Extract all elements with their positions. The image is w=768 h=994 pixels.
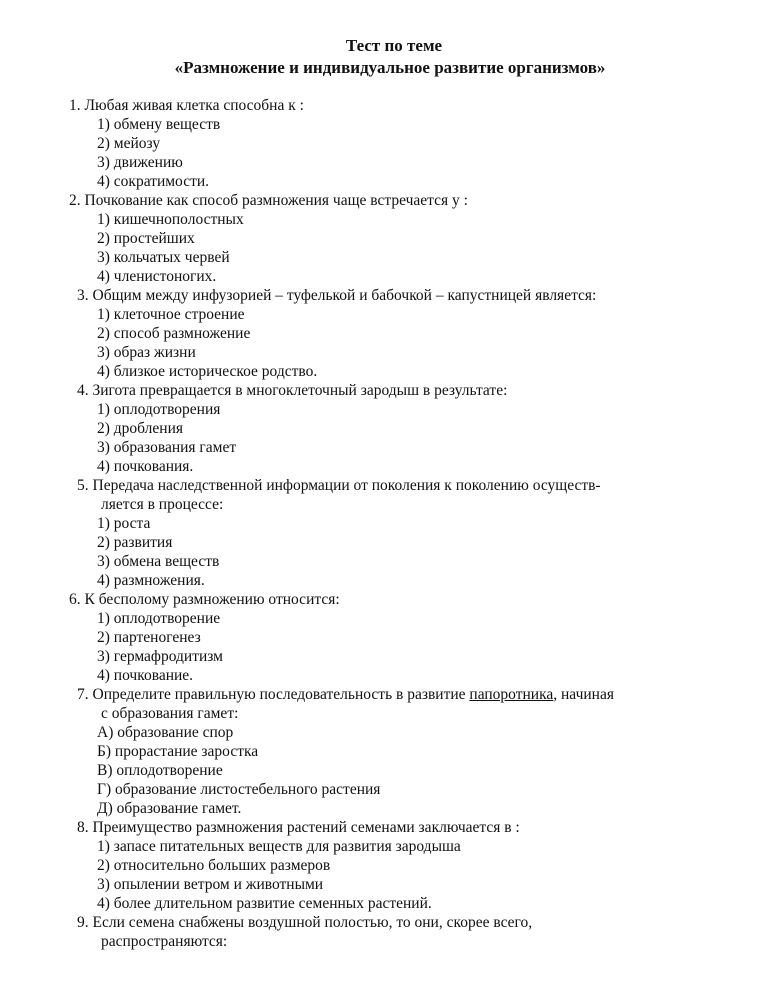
question-9-line-2: распространяются: <box>101 933 228 950</box>
question-7-underlined-word: папоротника <box>469 686 554 703</box>
question-7-option-d: Д) образование гамет. <box>97 800 242 817</box>
question-9-line-1: 9. Если семена снабжены воздушной полостью, то они, скорее всего, <box>77 914 533 931</box>
question-2: 2. Почкование как способ размножения чаще встречается у : <box>69 192 468 209</box>
document-title-line-1: Тест по теме <box>345 36 443 55</box>
question-1-option-4: 4) сократимости. <box>97 173 210 190</box>
question-7-option-v: В) оплодотворение <box>97 762 223 779</box>
question-5-option-2: 2) развития <box>97 534 173 551</box>
question-1-option-2: 2) мейозу <box>97 135 161 152</box>
question-8-option-1: 1) запасе питательных веществ для развития зародыша <box>97 838 461 855</box>
document-title-line-2: «Размножение и индивидуальное развитие организмов» <box>174 58 606 77</box>
question-6-option-3: 3) гермафродитизм <box>97 648 223 665</box>
question-8-option-4: 4) более длительном развитие семенных растений. <box>97 895 432 912</box>
question-4-option-1: 1) оплодотворения <box>97 401 221 418</box>
question-4: 4. Зигота превращается в многоклеточный зародыш в результате: <box>77 382 508 399</box>
question-2-option-2: 2) простейших <box>97 230 195 247</box>
question-7-line-1 <box>77 685 614 704</box>
question-6-option-4: 4) почкование. <box>97 667 194 684</box>
question-6-option-2: 2) партеногенез <box>97 629 201 646</box>
question-1-option-1: 1) обмену веществ <box>97 116 221 133</box>
question-3-option-4: 4) близкое историческое родство. <box>97 363 318 380</box>
question-5-line-2: ляется в процессе: <box>101 496 224 513</box>
question-5-option-1: 1) роста <box>97 515 151 532</box>
question-3-option-1: 1) клеточное строение <box>97 306 245 323</box>
question-5-option-4: 4) размножения. <box>97 572 205 589</box>
question-3-option-2: 2) способ размножение <box>97 325 251 342</box>
question-4-option-3: 3) образования гамет <box>97 439 237 456</box>
question-7-text-start: 7. Определите правильную последовательность в развитие <box>77 686 470 703</box>
question-7-text-end: , начиная <box>553 686 614 703</box>
question-4-option-4: 4) почкования. <box>97 458 194 475</box>
question-2-option-1: 1) кишечнополостных <box>97 211 244 228</box>
question-5-option-3: 3) обмена веществ <box>97 553 220 570</box>
question-3-option-3: 3) образ жизни <box>97 344 196 361</box>
question-1: 1. Любая живая клетка способна к : <box>69 97 304 114</box>
question-8-option-3: 3) опылении ветром и животными <box>97 876 324 893</box>
question-5-line-1: 5. Передача наследственной информации от поколения к поколению осуществ- <box>77 477 601 494</box>
question-7-option-a: А) образование спор <box>97 724 234 741</box>
question-7-line-2: с образования гамет: <box>101 705 239 722</box>
question-2-option-3: 3) кольчатых червей <box>97 249 230 266</box>
question-6-option-1: 1) оплодотворение <box>97 610 221 627</box>
question-1-option-3: 3) движению <box>97 154 183 171</box>
question-7-option-b: Б) прорастание заростка <box>97 743 259 760</box>
question-6: 6. К бесполому размножению относится: <box>69 591 340 608</box>
question-2-option-4: 4) членистоногих. <box>97 268 217 285</box>
question-4-option-2: 2) дробления <box>97 420 184 437</box>
question-8-option-2: 2) относительно больших размеров <box>97 857 331 874</box>
question-7-option-g: Г) образование листостебельного растения <box>97 781 381 798</box>
question-8: 8. Преимущество размножения растений семенами заключается в : <box>77 819 520 836</box>
question-3: 3. Общим между инфузорией – туфелькой и бабочкой – капустницей является: <box>77 287 597 304</box>
